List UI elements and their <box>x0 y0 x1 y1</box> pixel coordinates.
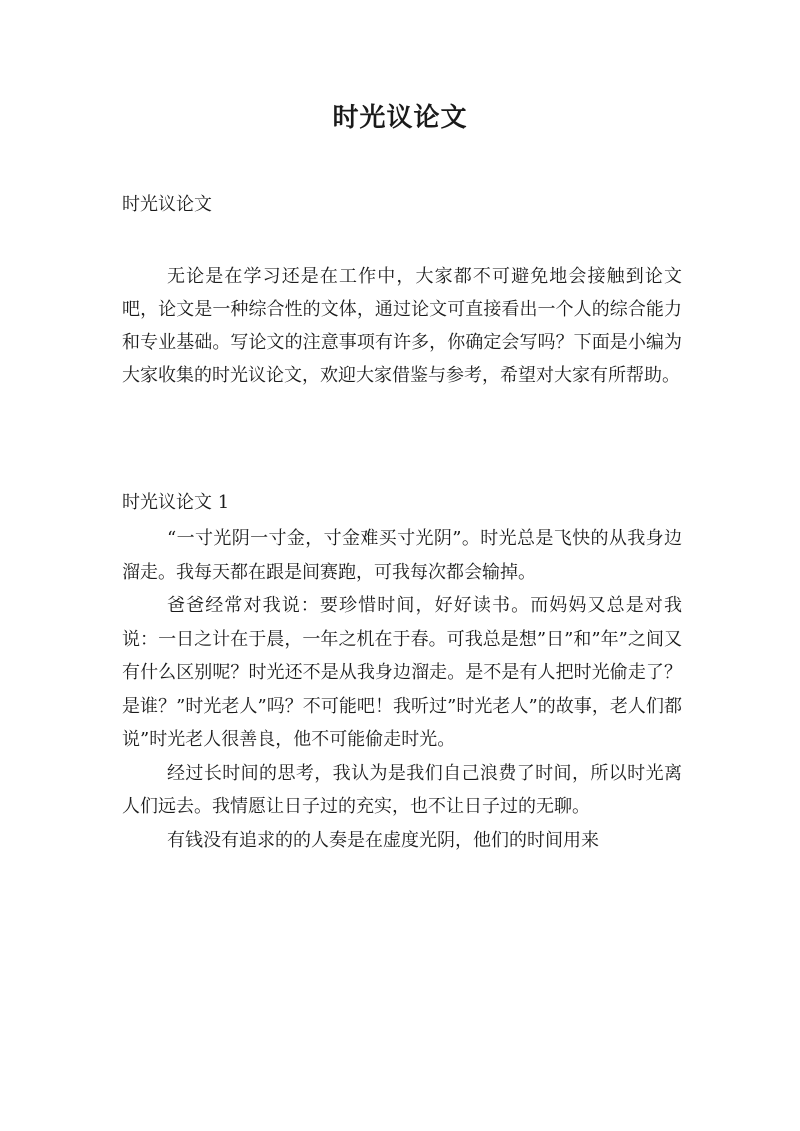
essay-heading: 时光议论文 1 <box>122 492 230 513</box>
page-title: 时光议论文 <box>332 103 468 133</box>
intro-paragraph: 无论是在学习还是在工作中，大家都不可避免地会接触到论文吧，论文是一种综合性的文体，通过论文可直接看出一个人的综合能力和专业基础。写论文的注意事项有许多，你确定会写吗？下面是小编为大家收集的时光议论文，欢迎大家借鉴与参考，希望对大家有所帮助。 <box>122 266 682 386</box>
essay-body <box>122 522 682 857</box>
essay-paragraph: 爸爸经常对我说：要珍惜时间，好好读书。而妈妈又总是对我说：一日之计在于晨，一年之机在于春。可我总是想”日”和”年”之间又有什么区别呢？时光还不是从我身边溜走。是不是有人把时光偷走了？是谁？”时光老人”吗？不可能吧！我听过”时光老人”的故事，老人们都说”时光老人很善良，他不可能偷走时光。 <box>122 595 682 750</box>
document-subtitle: 时光议论文 <box>122 194 212 215</box>
essay-paragraph: 经过长时间的思考，我认为是我们自己浪费了时间，所以时光离人们远去。我情愿让日子过的充实，也不让日子过的无聊。 <box>122 762 682 817</box>
essay-paragraph: 有钱没有追求的的人奏是在虚度光阴，他们的时间用来 <box>167 829 599 851</box>
essay-paragraph: “一寸光阴一寸金，寸金难买寸光阴”。时光总是飞快的从我身边溜走。我每天都在跟是间赛跑，可我每次都会输掉。 <box>122 528 682 583</box>
